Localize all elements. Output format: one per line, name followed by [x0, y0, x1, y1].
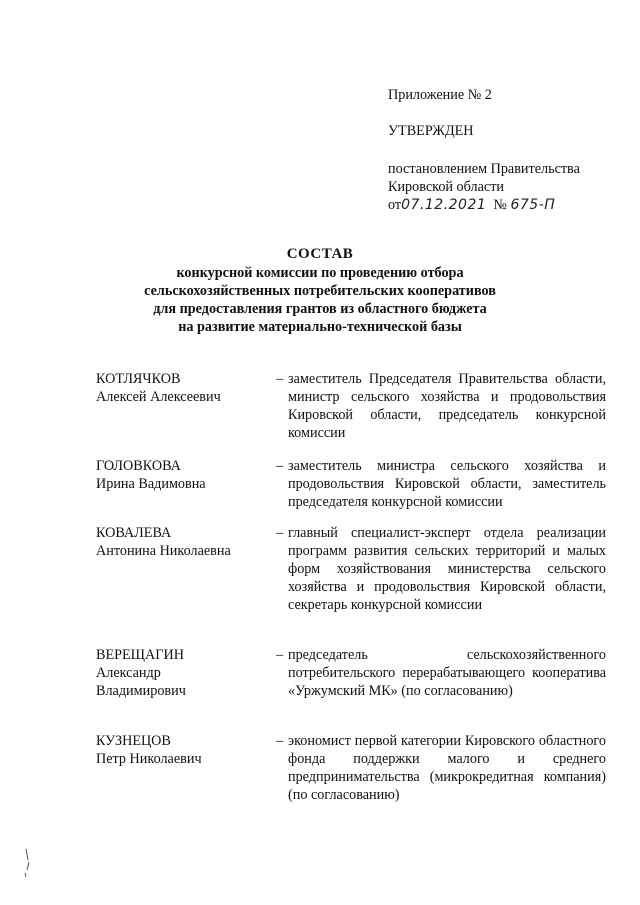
member-dash: – — [276, 647, 284, 663]
title-line: конкурсной комиссии по проведению отбора — [176, 265, 464, 281]
title-line: на развитие материально-технической базы — [178, 319, 462, 335]
document-title — [0, 244, 640, 336]
member-name — [96, 732, 274, 768]
member-role: экономист первой категории Кировского областного фонда поддержки малого и среднего предпринимательства (микрокредитная компания) (по согласованию) — [288, 733, 606, 803]
decree-line-1: постановлением Правительства — [388, 161, 580, 177]
date-prefix: от — [388, 197, 402, 213]
appendix-label: Приложение № 2 — [388, 87, 492, 103]
decree-date-number — [388, 196, 628, 214]
member-surname: КУЗНЕЦОВ — [96, 733, 171, 749]
member-surname: КОТЛЯЧКОВ — [96, 371, 181, 387]
member-name — [96, 370, 274, 406]
number-prefix: № — [493, 197, 507, 213]
member-given-name-1: Александр — [96, 665, 161, 681]
decree-line-2: Кировской области — [388, 179, 504, 195]
member-given-name: Алексей Алексеевич — [96, 389, 221, 405]
member-name — [96, 646, 274, 700]
title-line: для предоставления грантов из областного бюджета — [153, 301, 487, 317]
member-given-name: Петр Николаевич — [96, 751, 202, 767]
member-dash: – — [276, 371, 284, 387]
member-surname: КОВАЛЕВА — [96, 525, 172, 541]
member-role: заместитель министра сельского хозяйства и продовольствия Кировской области, заместитель председателя конкурсной комиссии — [288, 458, 606, 510]
member-dash: – — [276, 525, 284, 541]
handwritten-date: 07.12.2021 — [401, 197, 487, 213]
member-given-name-2: Владимирович — [96, 683, 186, 699]
member-role: председатель сельскохозяйственного потребительского перерабатывающего кооператива «Уржумский МК» (по согласованию) — [288, 647, 606, 699]
handwritten-number: 675-П — [510, 197, 556, 213]
title-line: сельскохозяйственных потребительских кооперативов — [144, 283, 496, 299]
title-main: СОСТАВ — [286, 246, 354, 262]
member-given-name: Антонина Николаевна — [96, 543, 231, 559]
approval-header — [388, 86, 628, 214]
member-given-name: Ирина Вадимовна — [96, 476, 206, 492]
approved-label: УТВЕРЖДЕН — [388, 123, 474, 139]
member-dash: – — [276, 458, 284, 474]
member-name — [96, 524, 274, 560]
member-dash: – — [276, 733, 284, 749]
member-role: главный специалист-эксперт отдела реализации программ развития сельских территорий и малых форм хозяйствования министерства сельского хозяйства и продовольствия Кировской области, секретарь конкурсной комиссии — [288, 525, 606, 613]
member-surname: ГОЛОВКОВА — [96, 458, 181, 474]
member-surname: ВЕРЕЩАГИН — [96, 647, 184, 663]
member-name — [96, 457, 274, 493]
member-role: заместитель Председателя Правительства области, министр сельского хозяйства и продовольствия Кировской области, председатель конкурсной комиссии — [288, 371, 606, 441]
scan-artifact — [20, 848, 34, 878]
